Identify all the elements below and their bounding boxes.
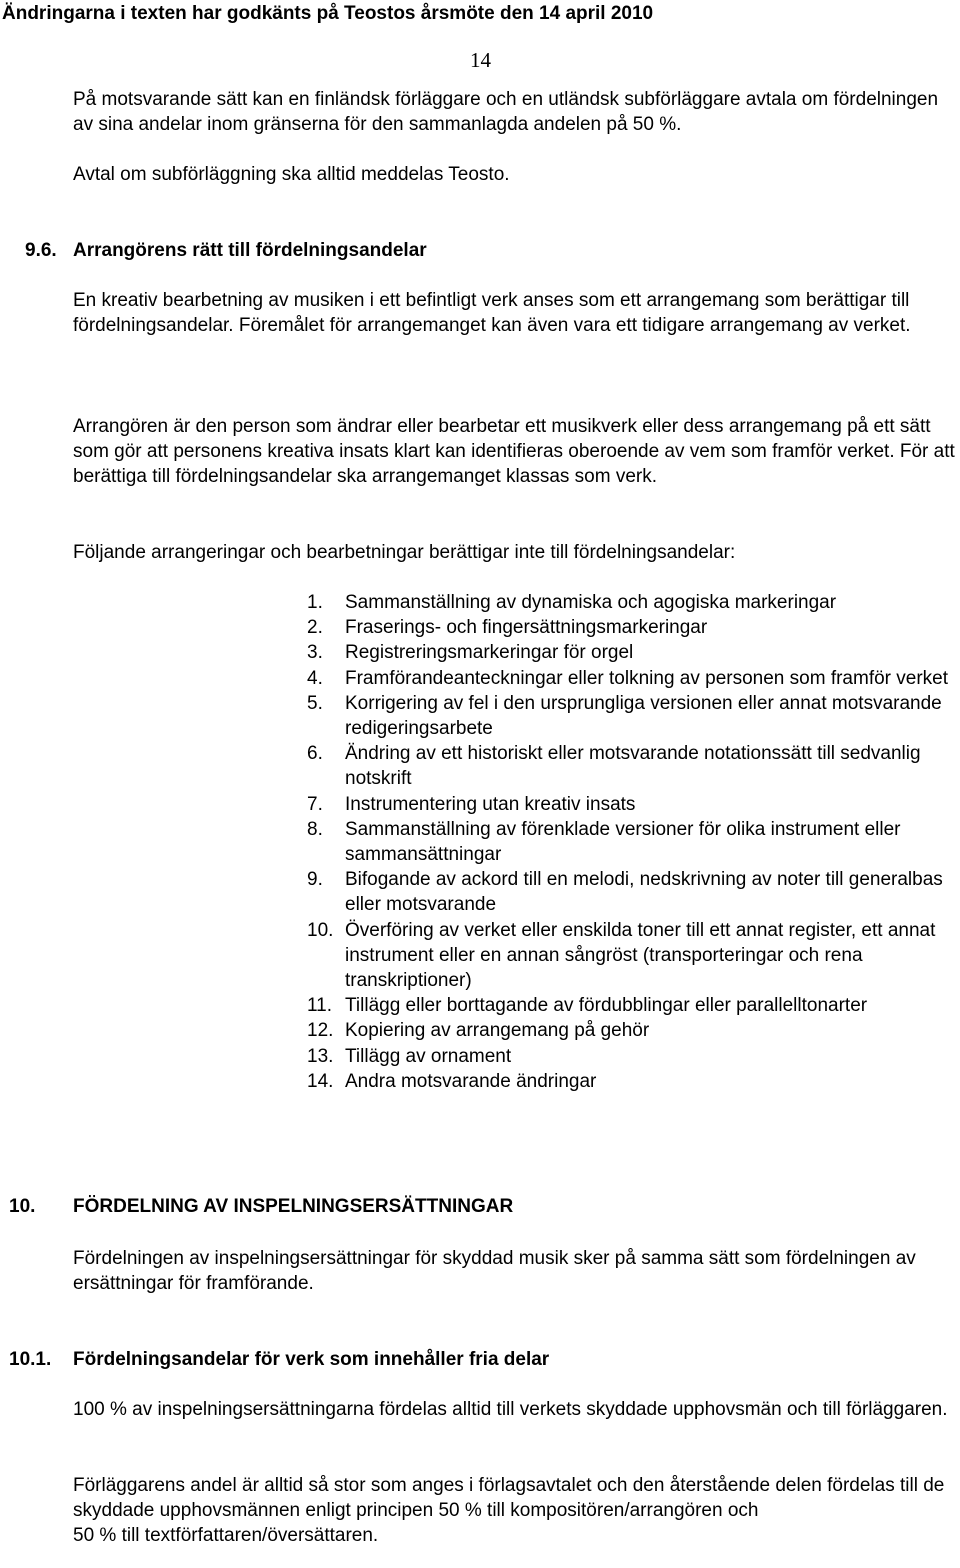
paragraph-text-last-line: 50 % till textförfattaren/översättaren. — [73, 1525, 379, 1546]
list-item: 10. Överföring av verket eller enskilda toner till ett annat register, ett annat instrument eller en annan sångröst (transporteringar och rena transkriptioner) — [307, 919, 936, 992]
list-item: 1. Sammanställning av dynamiska och agogiska markeringar — [307, 592, 837, 613]
intro-paragraph-1: På motsvarande sätt kan en finländsk förläggare och en utländsk subförläggare avtala om fördelningen av sina andelar inom gränserna för den sammanlagda andelen på 50 %. — [73, 89, 939, 135]
section-number: 10.1. — [9, 1349, 52, 1370]
list-item: 6. Ändring av ett historiskt eller motsvarande notationssätt till sedvanlig notskrift — [307, 743, 921, 790]
section-9-6-paragraph-3: Följande arrangeringar och bearbetningar berättigar inte till fördelningsandelar: — [73, 542, 736, 563]
section-title: Fördelningsandelar för verk som innehåller fria delar — [73, 1349, 550, 1370]
list-item: 3. Registreringsmarkeringar för orgel — [307, 642, 634, 664]
section-10-1-paragraph-1: 100 % av inspelningsersättningarna fördelas alltid till verkets skyddade upphovsmän och till förläggaren. — [73, 1399, 948, 1420]
list-item: 2. Fraserings- och fingersättningsmarkeringar — [307, 617, 708, 639]
list-item: 4. Framförandeanteckningar eller tolkning av personen som framför verket — [307, 667, 949, 689]
section-9-6-paragraph-2: Arrangören är den person som ändrar eller bearbetar ett musikverk eller dess arrangemang på ett sätt som gör att personens kreativa insats klart kan identifieras oberoende av vem som framför verket. För att berättiga till fördelningsandelar ska arrangemanget klassas som verk. — [73, 416, 955, 487]
section-10-1-paragraph-2 — [73, 1473, 958, 1548]
intro-paragraph-2: Avtal om subförläggning ska alltid meddelas Teosto. — [73, 164, 510, 185]
section-10-paragraph-1: Fördelningen av inspelningsersättningar för skyddad musik sker på samma sätt som fördelningen av ersättningar för framförande. — [73, 1248, 916, 1294]
list-item: 7. Instrumentering utan kreativ insats — [307, 793, 636, 815]
section-number: 10. — [9, 1196, 36, 1217]
running-header: Ändringarna i texten har godkänts på Teostos årsmöte den 14 april 2010 — [2, 3, 654, 24]
list-item: 11. Tillägg eller borttagande av fördubblingar eller parallelltonarter — [307, 995, 868, 1017]
list-item: 5. Korrigering av fel i den ursprungliga versionen eller annat motsvarande redigeringsarbete — [307, 692, 942, 740]
list-item: 14. Andra motsvarande ändringar — [307, 1070, 597, 1092]
list-item: 12. Kopiering av arrangemang på gehör — [307, 1020, 650, 1042]
section-number: 9.6. — [25, 240, 57, 261]
page-number: 14 — [470, 48, 491, 72]
section-9-6-paragraph-1: En kreativ bearbetning av musiken i ett befintligt verk anses som ett arrangemang som berättigar till fördelningsandelar. Föremålet för arrangemanget kan även vara ett tidigare arrangemang av verket. — [73, 290, 911, 336]
section-title: FÖRDELNING AV INSPELNINGSERSÄTTNINGAR — [73, 1196, 514, 1217]
paragraph-text: Förläggarens andel är alltid så stor som anges i förlagsavtalet och den återstående delen fördelas till de skyddade upphovsmännen enligt principen 50 % till kompositören/arrangören och — [73, 1475, 945, 1521]
list-item: 13. Tillägg av ornament — [307, 1045, 512, 1067]
section-title: Arrangörens rätt till fördelningsandelar — [73, 240, 427, 261]
list-item: 9. Bifogande av ackord till en melodi, nedskrivning av noter till generalbas eller motsvarande — [307, 869, 943, 916]
list-item: 8. Sammanställning av förenklade versioner för olika instrument eller sammansättningar — [307, 818, 901, 866]
exclusion-list — [307, 590, 957, 1094]
